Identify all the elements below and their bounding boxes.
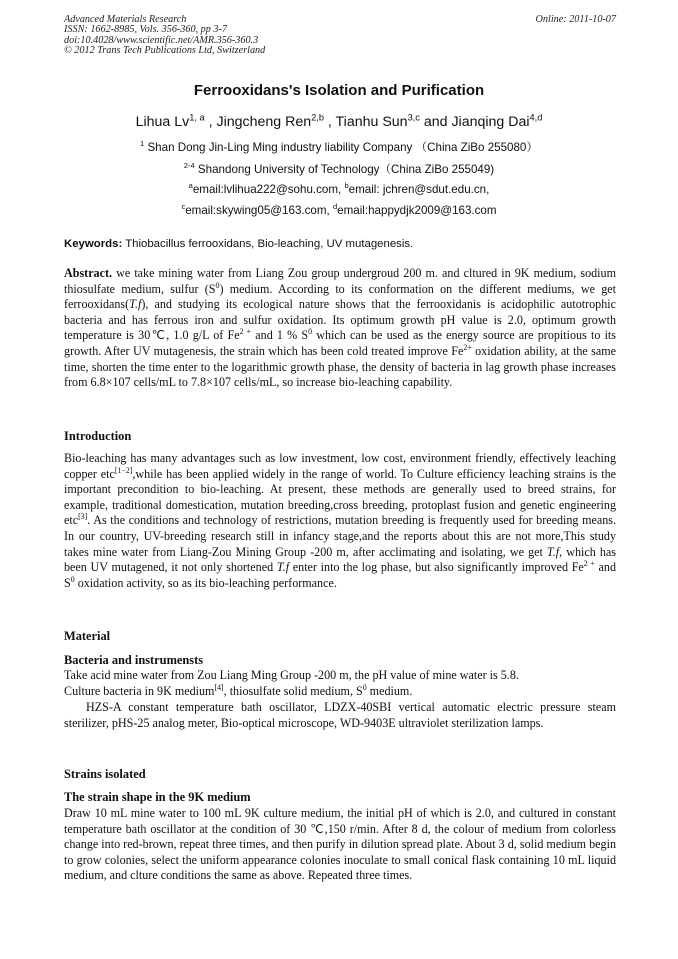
keywords-text: Thiobacillus ferrooxidans, Bio-leaching, UV mutagenesis. — [122, 238, 414, 250]
strains-heading: Strains isolated — [64, 767, 146, 781]
citation: [4] — [214, 682, 224, 692]
author-separator: , — [323, 114, 336, 130]
email-line-2 — [0, 204, 678, 217]
author-affiliation-mark: 3,c — [407, 112, 420, 123]
abstract-text: and 1 % S — [251, 328, 309, 343]
italic-term: T.f — [546, 544, 560, 559]
bacteria-subheading: Bacteria and instrumensts — [64, 653, 204, 667]
email-c: email:skywing05@163.com, — [185, 204, 333, 217]
abstract-text: ) medium. According to its conformation on the different mediums, we get ferrooxidans( — [64, 281, 617, 312]
paper-title: Ferrooxidans's Isolation and Purification — [193, 82, 485, 99]
author-name: Lihua Lv — [135, 114, 190, 130]
intro-text: oxidation activity, so as its bio-leaching performance. — [74, 575, 337, 590]
italic-term: T.f — [129, 297, 142, 312]
author-affiliation-mark: 1, a — [189, 112, 205, 123]
introduction-body — [64, 451, 616, 591]
instruments-paragraph: HZS-A constant temperature bath oscillator, LDZX-40SBI vertical automatic electric pressure steam sterilizer, pHS-25 analog meter, Bio-optical microscope, WD-9403E ultraviolet sterilization lamps. — [64, 700, 616, 730]
email-mark: a — [188, 181, 193, 191]
email-b: email: jchren@sdut.edu.cn, — [348, 183, 490, 196]
intro-text: Bio-leaching has many advantages such as low investment, low cost, environment friendly, effectively leaching copper etc — [64, 451, 616, 481]
superscript: 0 — [362, 682, 367, 692]
author-affiliation-mark: 2,b — [311, 112, 324, 123]
intro-text: , which has been UV mutagened, it not only shortened — [64, 544, 616, 575]
intro-text: enter into the log phase, but also significantly improved Fe — [289, 560, 584, 575]
italic-term: T.f — [276, 560, 290, 575]
email-mark: c — [181, 202, 186, 212]
journal-issn: ISSN: 1662-8985, Vols. 356-360, pp 3-7 — [64, 24, 227, 36]
author-affiliation-mark: 4,d — [529, 112, 543, 123]
affiliation-1 — [0, 139, 678, 155]
superscript: 2 + — [583, 559, 595, 569]
abstract-text: which can be used as the energy source are propitious to its growth. After UV mutagenesis, the strain which has been cold treated improve Fe — [64, 328, 616, 358]
email-a: email:lvlihua222@sohu.com, — [192, 183, 345, 196]
email-mark: d — [332, 202, 338, 212]
citation: [3] — [78, 512, 88, 522]
affiliation-text: Shandong University of Technology（China ZiBo 255049) — [197, 163, 495, 176]
intro-text: . As the conditions and technology of restrictions, mutation breeding is frequently used for breeding means. In our country, UV-breeding research still in infancy stage,and the reports about this are not more,This study takes mine water from Liang-Zou Mining Group -200 m, after acclimating and isolating, we get — [64, 513, 616, 559]
author-separator: , — [204, 114, 217, 130]
superscript: 0 — [215, 280, 220, 290]
author-separator: and — [419, 114, 452, 130]
superscript: 2+ — [463, 342, 472, 352]
material-text: , thiosulfate solid medium, S — [223, 683, 363, 698]
material-text: medium. — [366, 683, 413, 698]
material-text: Culture bacteria in 9K medium — [64, 683, 215, 698]
author-name: Jingcheng Ren — [216, 114, 312, 130]
introduction-heading: Introduction — [64, 429, 132, 443]
abstract-label: Abstract. — [64, 266, 113, 280]
affiliation-mark: 2-4 — [183, 161, 195, 171]
keywords-label: Keywords: — [64, 238, 123, 250]
journal-copyright: © 2012 Trans Tech Publications Ltd, Switzerland — [64, 45, 266, 57]
affiliation-text: Shan Dong Jin-Ling Ming industry liability Company （China ZiBo 255080） — [147, 141, 538, 154]
abstract-text: we take mining water from Liang Zou group undergroud 200 m. and cltured in 9K medium, sodium thiosulfate medium, sulfur (S — [64, 266, 616, 296]
intro-text: and S — [64, 560, 617, 590]
affiliation-mark: 1 — [140, 139, 145, 149]
author-list — [0, 114, 678, 130]
material-text: Take acid mine water from Zou Liang Ming Group -200 m, the pH value of mine water is 5.8. — [64, 668, 519, 682]
superscript: 0 — [308, 327, 313, 337]
author-name: Jianqing Dai — [451, 114, 530, 130]
journal-name: Advanced Materials Research — [64, 14, 187, 25]
abstract-text: ), and studying its ecological nature shows that the ferrooxidanis is acidophilic autotrophic bacteria and has ferrous iron and sulfur oxidation. Its optimum growth pH value is 2.0, optimum growth temperature is 30℃, 1.0 g/L of Fe — [64, 297, 616, 343]
journal-header — [64, 15, 616, 57]
online-date: Online: 2011-10-07 — [535, 14, 616, 25]
abstract-text: oxidation ability, at the same time, shorten the time enter to the logarithmic growth phase, the density of bacteria in lag growth phase increases from 6.8×107 cells/mL to 7.8×107 cells/mL, so increase bio-leaching capability. — [64, 343, 616, 390]
email-line-1 — [0, 183, 678, 196]
strain-shape-subheading: The strain shape in the 9K medium — [64, 790, 251, 804]
affiliation-2 — [0, 161, 678, 177]
author-name: Tianhu Sun — [335, 114, 408, 130]
strains-body: Draw 10 mL mine water to 100 mL 9K culture medium, the initial pH of which is 2.0, and cultured in constant temperature bath oscillator at the condition of 30 ℃,150 r/min. After 8 d, the colour of medium from colorless change into red-brown, repeat three times, and then purify in dilution spread plate. About 3 d, solid medium begin to grow colonies, select the uniform appearance colonies inoculate to small conical flask containing 10 mL liquid medium, and clture conditions the same as above. Repeated three times. — [64, 806, 616, 883]
journal-doi: doi:10.4028/www.scientific.net/AMR.356-360.3 — [64, 34, 259, 46]
material-heading: Material — [64, 629, 111, 643]
email-d: email:happydjk2009@163.com — [337, 204, 497, 217]
superscript: 0 — [70, 574, 75, 584]
email-mark: b — [344, 181, 349, 191]
abstract — [64, 266, 616, 391]
intro-text: ,while has been applied widely in the range of world. To Culture efficiency leaching strains is the important precondition to bio-leaching. At present, these methods are generally used to breed strains, for example, traditional domestication, mutation breeding,cross breeding, protoplast fusion and genetic engineering etc — [64, 466, 616, 528]
superscript: 2 + — [239, 327, 252, 337]
citation: [1−2] — [114, 465, 133, 475]
keywords — [64, 238, 616, 250]
material-body — [64, 668, 616, 699]
